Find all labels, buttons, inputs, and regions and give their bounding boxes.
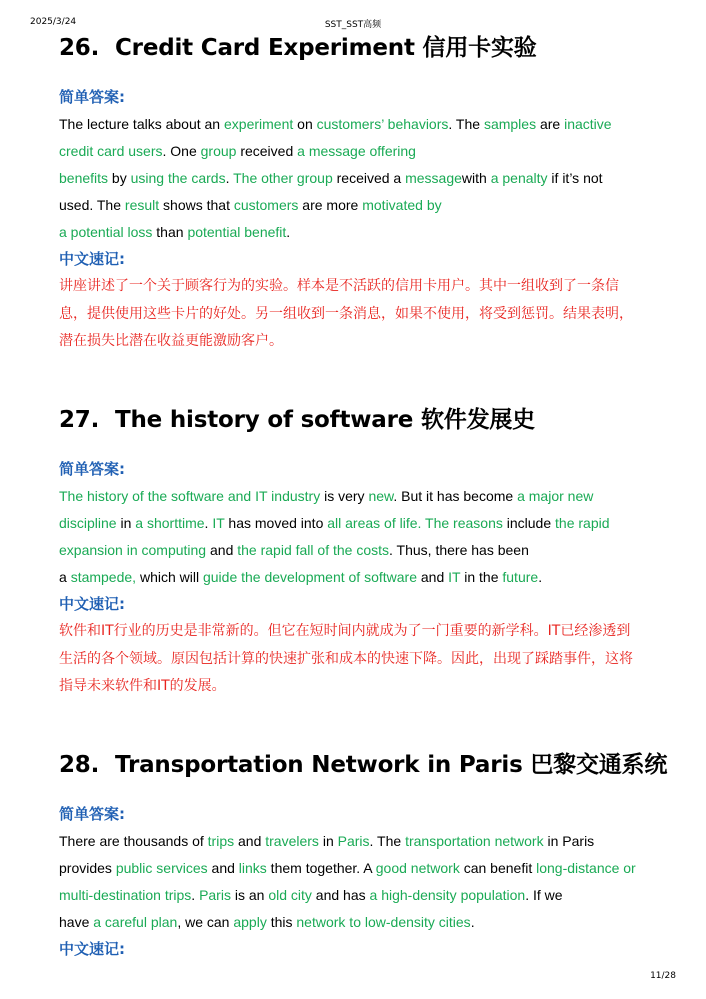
- section-heading: [59, 404, 659, 436]
- answer-line: [59, 537, 659, 564]
- answer-text: than: [152, 224, 188, 240]
- answer-text: them together. A: [266, 860, 376, 876]
- answer-text: by: [108, 170, 131, 186]
- answer-text: used. The: [59, 197, 125, 213]
- answer-paragraph: [59, 483, 659, 591]
- answer-text: shows that: [159, 197, 234, 213]
- answer-text: this: [266, 914, 297, 930]
- answer-text: .: [470, 914, 475, 930]
- section-28: [59, 749, 668, 963]
- keyword-highlight: stampede,: [70, 569, 137, 585]
- answer-line: [59, 909, 659, 936]
- section-heading: [59, 32, 659, 64]
- keyword-highlight: new: [368, 488, 394, 504]
- answer-line: [59, 111, 659, 138]
- answer-text: received a: [332, 170, 406, 186]
- chinese-paragraph: [59, 618, 659, 701]
- keyword-highlight: old city: [268, 887, 312, 903]
- answer-text: are more: [298, 197, 363, 213]
- answer-text: in Paris: [543, 833, 595, 849]
- answer-line: [59, 855, 659, 882]
- keyword-highlight: samples: [483, 116, 537, 132]
- keyword-highlight: the rapid: [555, 515, 610, 531]
- keyword-highlight: group: [200, 143, 237, 159]
- answer-text: There are thousands of: [59, 833, 208, 849]
- keyword-highlight: The other group: [233, 170, 333, 186]
- keyword-highlight: transportation network: [405, 833, 544, 849]
- keyword-highlight: Paris: [337, 833, 370, 849]
- answer-text: include: [502, 515, 556, 531]
- keyword-highlight: multi-destination trips: [59, 887, 192, 903]
- keyword-highlight: motivated by: [362, 197, 442, 213]
- answer-line: [59, 882, 659, 909]
- chinese-line: 软件和IT行业的历史是非常新的。但它在短时间内就成为了一门重要的新学科。IT已经渗透到: [59, 623, 631, 639]
- answer-text: on: [293, 116, 317, 132]
- answer-text: with: [461, 170, 491, 186]
- keyword-highlight: links: [238, 860, 267, 876]
- keyword-highlight: inactive: [564, 116, 612, 132]
- keyword-highlight: Paris: [199, 887, 231, 903]
- keyword-highlight: result: [124, 197, 160, 213]
- answer-text: are: [536, 116, 565, 132]
- answer-text: in the: [460, 569, 503, 585]
- keyword-highlight: all areas of life. The reasons: [327, 515, 503, 531]
- keyword-highlight: expansion in computing: [59, 542, 207, 558]
- keyword-highlight: IT: [448, 569, 461, 585]
- keyword-highlight: discipline: [59, 515, 117, 531]
- answer-text: .: [204, 515, 213, 531]
- keyword-highlight: a penalty: [490, 170, 548, 186]
- answer-text: . If we: [525, 887, 563, 903]
- answer-text: .: [191, 887, 200, 903]
- answer-text: and: [207, 860, 239, 876]
- keyword-highlight: credit card users: [59, 143, 163, 159]
- section-title: Transportation Network in Paris 巴黎交通系统: [115, 752, 668, 778]
- answer-text: which will: [136, 569, 203, 585]
- chinese-line: 讲座讲述了一个关于顾客行为的实验。样本是不活跃的信用卡用户。其中一组收到了一条信: [59, 278, 619, 294]
- answer-text: a: [59, 569, 71, 585]
- keyword-highlight: a high-density population: [369, 887, 526, 903]
- keyword-highlight: a shorttime: [135, 515, 205, 531]
- section-title: Credit Card Experiment 信用卡实验: [115, 35, 537, 61]
- answer-text: if it’s not: [547, 170, 603, 186]
- chinese-line: 指导未来软件和IT的发展。: [59, 678, 226, 694]
- answer-line: [59, 165, 659, 192]
- keyword-highlight: customers: [233, 197, 299, 213]
- section-number: 26.: [59, 35, 100, 61]
- keyword-highlight: IT: [212, 515, 225, 531]
- keyword-highlight: a potential loss: [59, 224, 153, 240]
- answer-text: . Thus, there has been: [389, 542, 529, 558]
- answer-text: . But it has become: [393, 488, 518, 504]
- keyword-highlight: public services: [115, 860, 208, 876]
- header-date: 2025/3/24: [30, 17, 77, 27]
- section-26: [59, 32, 659, 356]
- answer-line: [59, 564, 659, 591]
- keyword-highlight: apply: [233, 914, 267, 930]
- keyword-highlight: the rapid fall of the costs: [237, 542, 390, 558]
- answer-line: [59, 192, 659, 219]
- answer-text: provides: [59, 860, 116, 876]
- keyword-highlight: travelers: [265, 833, 319, 849]
- answer-label: 简单答案:: [59, 460, 125, 478]
- answer-text: is very: [320, 488, 369, 504]
- answer-text: in: [116, 515, 136, 531]
- answer-text: in: [318, 833, 338, 849]
- answer-text: can benefit: [459, 860, 537, 876]
- keyword-highlight: guide the development of software: [202, 569, 417, 585]
- keyword-highlight: experiment: [224, 116, 294, 132]
- section-number: 28.: [59, 752, 100, 778]
- section-27: [59, 404, 659, 701]
- answer-text: . The: [448, 116, 484, 132]
- chinese-line: 潜在损失比潜在收益更能激励客户。: [59, 333, 283, 349]
- answer-line: [59, 483, 659, 510]
- answer-paragraph: [59, 828, 659, 936]
- keyword-highlight: a careful plan: [93, 914, 178, 930]
- chinese-line: 生活的各个领域。原因包括计算的快速扩张和成本的快速下降。因此，出现了踩踏事件，这将: [59, 650, 633, 667]
- chinese-label: 中文速记:: [59, 595, 125, 613]
- keyword-highlight: The history of the software and IT industry: [59, 488, 321, 504]
- keyword-highlight: trips: [207, 833, 235, 849]
- answer-text: and: [234, 833, 266, 849]
- section-number: 27.: [59, 407, 100, 433]
- section-title: The history of software 软件发展史: [115, 407, 535, 433]
- answer-label: 简单答案:: [59, 805, 125, 823]
- section-heading: [59, 749, 668, 781]
- answer-text: .: [225, 170, 234, 186]
- answer-line: [59, 510, 659, 537]
- keyword-highlight: network to low-density cities: [296, 914, 471, 930]
- header-title: SST_SST高频: [324, 20, 382, 30]
- keyword-highlight: long-distance or: [536, 860, 636, 876]
- answer-line: [59, 138, 659, 165]
- answer-text: has moved into: [224, 515, 328, 531]
- answer-text: .: [286, 224, 291, 240]
- chinese-line: 息，提供使用这些卡片的好处。另一组收到一条消息，如果不使用，将受到惩罚。结果表明，: [59, 305, 633, 322]
- answer-text: and has: [311, 887, 370, 903]
- answer-text: and: [206, 542, 238, 558]
- keyword-highlight: future: [502, 569, 539, 585]
- keyword-highlight: customers’ behaviors: [316, 116, 449, 132]
- answer-label: 简单答案:: [59, 88, 125, 106]
- answer-line: [59, 219, 659, 246]
- chinese-label: 中文速记:: [59, 250, 125, 268]
- answer-text: . One: [162, 143, 201, 159]
- answer-text: , we can: [177, 914, 234, 930]
- keyword-highlight: good network: [375, 860, 460, 876]
- answer-text: . The: [369, 833, 406, 849]
- keyword-highlight: a message offering: [297, 143, 416, 159]
- keyword-highlight: potential benefit: [187, 224, 287, 240]
- chinese-paragraph: [59, 273, 659, 356]
- answer-text: received: [236, 143, 298, 159]
- answer-text: The lecture talks about an: [59, 116, 224, 132]
- keyword-highlight: message: [405, 170, 462, 186]
- keyword-highlight: using the cards: [130, 170, 226, 186]
- keyword-highlight: benefits: [59, 170, 109, 186]
- keyword-highlight: a major new: [517, 488, 594, 504]
- page-number: 11/28: [650, 971, 676, 981]
- answer-text: have: [59, 914, 94, 930]
- answer-text: and: [417, 569, 449, 585]
- chinese-label: 中文速记:: [59, 940, 125, 958]
- answer-text: is an: [230, 887, 269, 903]
- answer-line: [59, 828, 659, 855]
- answer-paragraph: [59, 111, 659, 246]
- answer-text: .: [538, 569, 543, 585]
